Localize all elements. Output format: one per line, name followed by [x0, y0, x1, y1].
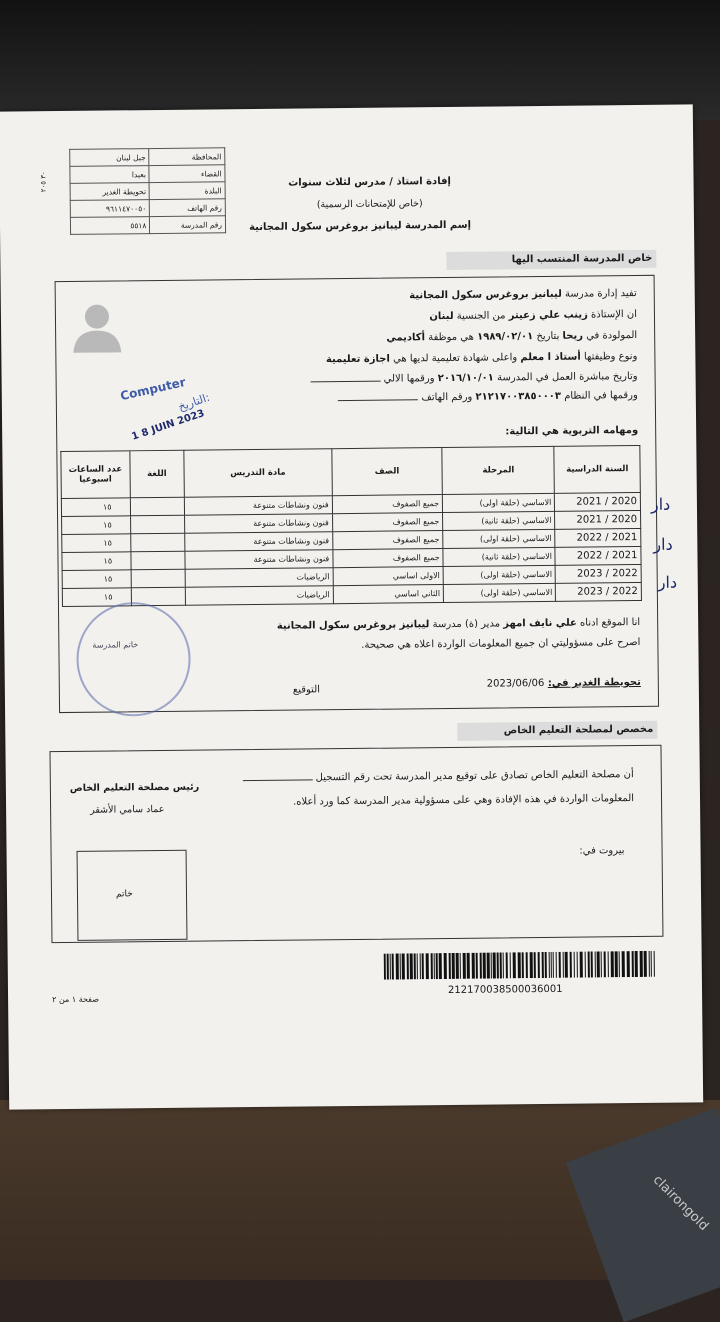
column-header: السنة الدراسية: [554, 445, 640, 493]
cell-stage: الاساسي (حلقة اولى): [443, 565, 555, 584]
degree: اجازة تعليمية: [325, 353, 390, 366]
barcode: [384, 951, 658, 980]
label: مدير (ة) مدرسة: [432, 618, 501, 631]
place-label: تحويطة الغدير في:: [547, 676, 641, 689]
info-row: [70, 165, 225, 184]
column-header: مادة التدريس: [184, 449, 332, 498]
duties-heading: ومهامه التربوية هي التالية:: [505, 424, 639, 438]
document-page: [0, 104, 703, 1109]
ministry-text: أن مصلحة التعليم الخاص تصادق على توقيع مدير المدرسة تحت رقم التسجيل: [315, 769, 634, 784]
stamp-date-word: التاريخ:: [176, 390, 212, 414]
job-type: أستاذ ا معلم: [520, 351, 581, 364]
blank-line: [242, 779, 312, 781]
signoff-place: [487, 677, 641, 690]
stamp-placeholder: خاتم: [115, 889, 133, 900]
declaration: اصرح على مسؤوليتي ان جميع المعلومات الواردة اعلاه هي صحيحة.: [361, 636, 641, 651]
label: المولودة في: [586, 329, 638, 342]
nationality: لبنان: [429, 310, 454, 323]
blank-line: [338, 399, 418, 401]
column-header: الصف: [332, 448, 443, 496]
cell-year: 2020 / 2021: [555, 492, 641, 511]
cell-hours: ١٥: [62, 534, 131, 553]
document-title: إفادة استاذ / مدرس لثلاث سنوات: [288, 175, 451, 189]
page-number: صفحة ١ من ٢: [52, 994, 100, 1005]
corner-text: clairongold: [649, 1172, 712, 1234]
school-stamp: [76, 602, 191, 717]
cell-subject: فنون ونشاطات متنوعة: [185, 532, 333, 552]
info-row: [70, 148, 225, 167]
label: انا الموقع ادناه: [579, 616, 641, 629]
school-name: ليبانيز بروغرس سكول المجانية: [276, 619, 430, 632]
cell-lang: [131, 551, 186, 570]
cell-year: 2022 / 2023: [556, 582, 642, 601]
handwritten-note-2: دار: [653, 534, 673, 554]
cell-lang: [130, 515, 185, 534]
info-row: [70, 216, 225, 235]
blank-line: [310, 381, 380, 383]
document-subtitle: (خاص للإمتحانات الرسمية): [316, 198, 423, 211]
system-number: ٢١٢١٧٠٠٣٨٥٠٠٠٣: [475, 390, 562, 403]
cell-grade: جميع الصفوف: [332, 495, 443, 514]
ministry-stamp-box: [77, 850, 188, 941]
column-header: اللغة: [129, 450, 184, 498]
cell-hours: ١٥: [62, 570, 131, 589]
side-code: ٣٠ ٢٠٥: [39, 171, 48, 193]
duties-table: [60, 445, 642, 607]
cell-lang: [131, 569, 186, 588]
label: هي موظفة: [428, 331, 474, 344]
info-value: جبل لبنان: [70, 149, 150, 167]
cell-subject: فنون ونشاطات متنوعة: [185, 550, 333, 570]
signature-label: التوقيع: [292, 684, 321, 696]
info-value: ٩٦١١٤٧٠٠٥٠: [70, 200, 150, 218]
cell-year: 2021 / 2022: [555, 546, 641, 565]
label: واعلى شهادة تعليمية لديها هي: [393, 352, 518, 365]
cell-lang: [130, 497, 185, 516]
label: ورقم الهاتف: [421, 391, 473, 404]
label: ورقمها في النظام: [564, 389, 638, 402]
school-name: ليبانيز بروغرس سكول المجانية: [409, 288, 562, 302]
stamp-label: خاتم المدرسة: [92, 640, 139, 650]
info-row: [70, 182, 225, 201]
label: ورقمها الالي: [383, 373, 435, 385]
stamp-date: 1 8 JUIN 2023: [130, 408, 206, 443]
cell-year: 2020 / 2021: [555, 510, 641, 529]
info-value: ٥٥١٨: [70, 217, 150, 235]
birth-date: ١٩٨٩/٠٢/٠١: [477, 331, 534, 343]
cell-stage: الاساسي (حلقة اولى): [443, 583, 555, 602]
cell-stage: الاساسي (حلقة اولى): [443, 529, 555, 548]
ministry-line-2: المعلومات الواردة في هذه الإفادة وهي على مسؤولية مدير المدرسة كما ورد أعلاه.: [293, 793, 635, 808]
cell-grade: الاولى اساسي: [333, 567, 444, 586]
cell-subject: فنون ونشاطات متنوعة: [185, 514, 333, 534]
barcode-number: 212170038500036001: [447, 983, 563, 997]
info-row: [70, 199, 225, 218]
cell-grade: جميع الصفوف: [332, 531, 443, 550]
teacher-name: زينب علي زعيتر: [508, 309, 588, 322]
cell-year: 2022 / 2023: [556, 564, 642, 583]
ministry-place: بيروت في:: [579, 845, 625, 857]
cell-grade: الثاني اساسي: [333, 585, 444, 604]
start-date: ٢٠١٦/١٠/٠١: [437, 372, 494, 385]
teacher-line: [429, 309, 637, 322]
cell-grade: جميع الصفوف: [333, 549, 444, 568]
info-label: القضاء: [149, 165, 225, 183]
handwritten-note-3: دار: [657, 572, 678, 592]
handwritten-note-1: دار: [650, 494, 671, 514]
info-label: رقم الهاتف: [150, 199, 226, 217]
cell-hours: ١٥: [62, 552, 131, 571]
cell-grade: جميع الصفوف: [332, 513, 443, 532]
label: ان الإستاذة: [590, 308, 638, 321]
label: ونوع وظيفتها: [583, 350, 638, 363]
label: وتاريخ مباشرة العمل في المدرسة: [497, 370, 638, 384]
section-school-bar: خاص المدرسة المنتسب اليها: [446, 250, 656, 270]
label: من الجنسية: [456, 310, 506, 322]
cell-stage: الاساسي (حلقة ثانية): [443, 511, 555, 530]
info-value: بعبدا: [70, 166, 150, 184]
cell-year: 2021 / 2022: [555, 528, 641, 547]
cell-stage: الاساسي (حلقة ثانية): [443, 547, 555, 566]
computer-stamp: Computer: [118, 374, 187, 404]
cell-subject: الرياضيات: [185, 586, 333, 606]
info-label: البلدة: [149, 182, 225, 200]
column-header: المرحلة: [442, 446, 555, 494]
info-label: رقم المدرسة: [150, 216, 226, 234]
employment-type: أكاديمي: [386, 332, 426, 344]
label: بتاريخ: [536, 330, 560, 343]
cell-hours: ١٥: [62, 516, 131, 535]
cell-subject: الرياضيات: [185, 568, 333, 588]
signoff-date: 2023/06/06: [486, 677, 545, 690]
section-ministry-bar: مخصص لمصلحة التعليم الخاص: [457, 721, 657, 741]
info-value: تحويطة الغدير: [70, 183, 150, 201]
head-name: عماد سامي الأشقر: [90, 803, 165, 816]
school-label: إسم المدرسة ليبانيز بروغرس سكول المجانية: [248, 219, 472, 234]
cell-hours: ١٥: [61, 498, 130, 517]
birth-place: ريحا: [562, 330, 584, 342]
head-title: رئيس مصلحة التعليم الخاص: [69, 781, 200, 794]
cell-hours: ١٥: [62, 588, 131, 607]
label: تفيد إدارة مدرسة: [564, 287, 637, 300]
column-header: عدد الساعات اسبوعيا: [61, 451, 130, 499]
cell-stage: الاساسي (حلقة اولى): [442, 493, 554, 512]
background-top: [0, 0, 720, 120]
photo-placeholder: [61, 296, 132, 353]
director-name: علي نايف امهز: [503, 617, 577, 630]
cell-lang: [130, 533, 185, 552]
info-label: المحافظة: [149, 148, 225, 166]
info-table: [69, 147, 226, 235]
cell-subject: فنون ونشاطات متنوعة: [184, 496, 332, 516]
